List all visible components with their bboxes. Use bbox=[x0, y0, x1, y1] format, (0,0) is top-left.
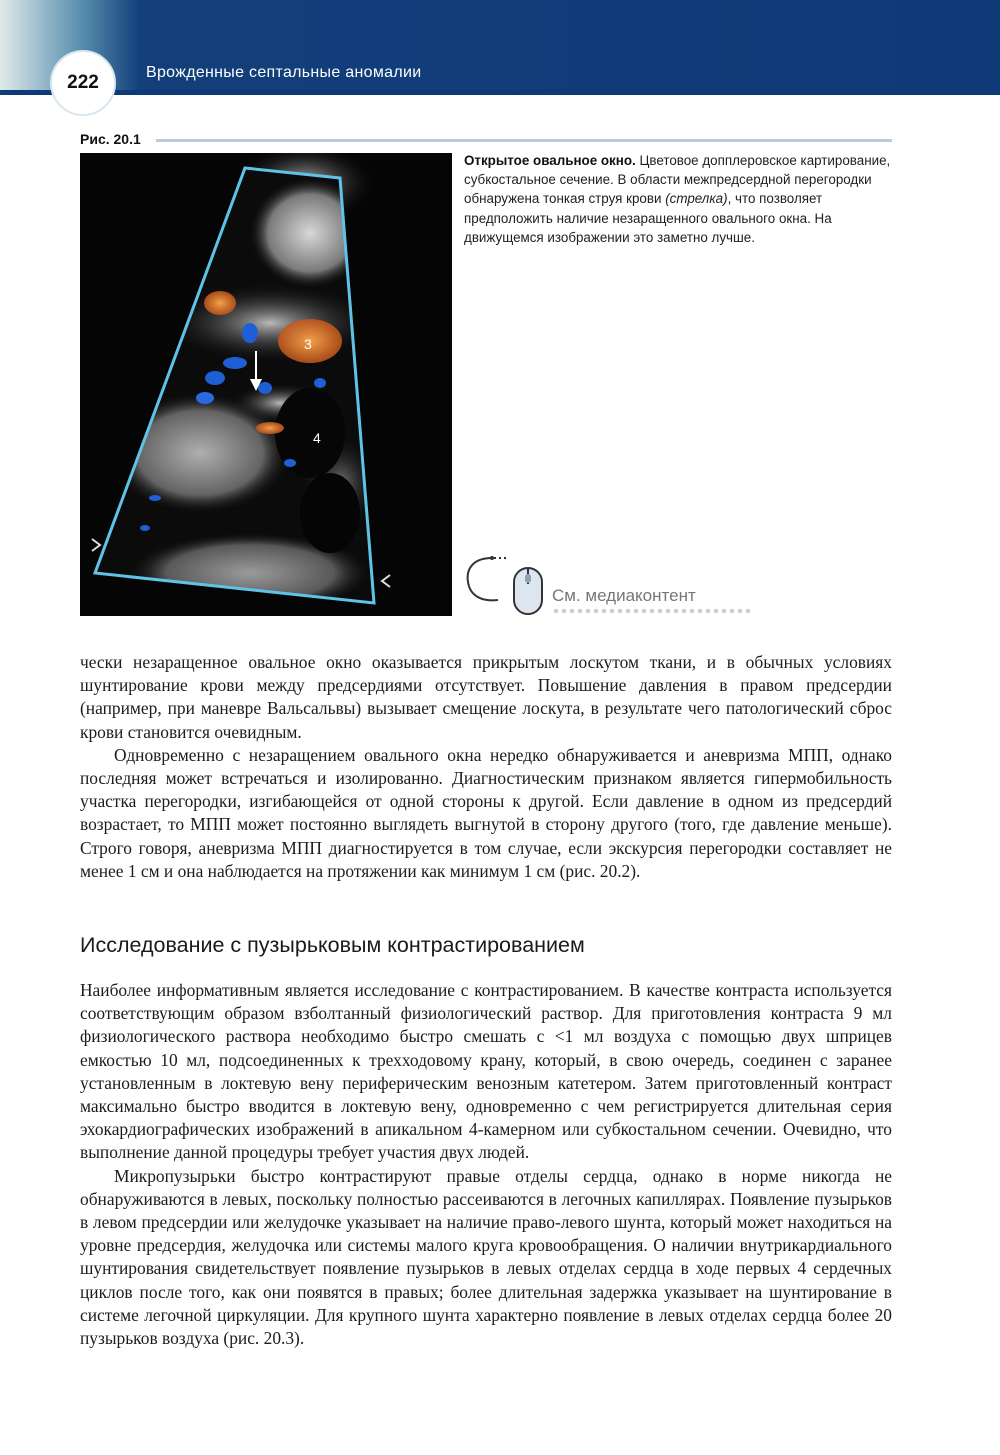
paragraph: Микропузырьки быстро контрастируют правые отделы сердца, однако в норме никогда не обнаруживаются в левых, поскольку полностью рассеиваются в легочных капиллярах. Появление пузырьков в левом предсердии или желудочке указывает на наличие право-левого шунта, который может находиться на уровне предсердия, желудочка или системы малого круга кровообращения. О наличии внутрикардиального шунтирования свидетельствует появление пузырьков в левых отделах сердца в ходе первых 4 сердечных циклов после того, как они появятся в правых; более длительная задержка указывает на шунтирование в системе легочной циркуляции. Для крупного шунта характерно появление в левых отделах сердца более 20 пузырьков воздуха (рис. 20.3). bbox=[80, 1165, 892, 1349]
right-chevron-icon bbox=[382, 575, 390, 587]
media-content-link[interactable] bbox=[462, 552, 762, 616]
paragraph: Одновременно с незаращением овального окна нередко обнаруживается и аневризма МПП, однако последняя может встречаться и изолированно. Диагностическим признаком является гипермобильность участка перегородки, изгибающейся от одной стороны к другой. Если давление в одном из предсердий возрастает, то МПП может постоянно выглядеть выгнутой в сторону другого (того, где давление меньше). Строго говоря, аневризма МПП диагностируется в том случае, если экскурсия перегородки составляет не менее 1 см и она наблюдается на протяжении как минимум 1 см (рис. 20.2). bbox=[80, 744, 892, 881]
section-heading: Исследование с пузырьковым контрастированием bbox=[80, 933, 585, 957]
caption-title: Открытое овальное окно. bbox=[464, 153, 636, 168]
caption-arrow-note: (стрелка) bbox=[665, 191, 728, 207]
left-chevron-icon bbox=[92, 539, 100, 551]
echocardiogram-image bbox=[80, 153, 452, 616]
page-number: 222 bbox=[50, 50, 116, 116]
image-marker-4: 4 bbox=[313, 430, 321, 446]
image-marker-3: 3 bbox=[304, 336, 312, 352]
header-rule bbox=[0, 90, 1000, 95]
media-dots-divider bbox=[552, 608, 752, 614]
echocardiogram-svg bbox=[80, 153, 452, 616]
paragraph: чески незаращенное овальное окно оказывается прикрытым лоскутом ткани, и в обычных условиях шунтирование крови между предсердиями отсутствует. Повышение давления в правом предсердии (например, при маневре Вальсальвы) вызывает смещение лоскута, в результате чего патологический сброс крови становится очевидным. bbox=[80, 652, 892, 742]
caption-text-2: , что позволяет предположить наличие незаращенного овального окна. На движущемся изображении это заметно лучше. bbox=[464, 191, 832, 245]
paragraph: Наиболее информативным является исследование с контрастированием. В качестве контраста используется соответствующим образом взболтанный физиологический раствор. Для приготовления контраста 9 мл физиологического раствора необходимо быстро смешать с <1 мл воздуха с помощью двух шприцев емкостью 10 мл, подсоединенных к трехходовому крану, который, в свою очередь, соединен с заранее установленным в локтевую вену периферическим венозным катетером. Затем приготовленный контраст максимально быстро вводится в локтевую вену, одновременно с чем регистрируется длительная серия эхокардиографических изображений в апикальном 4-камерном или субкостальном сечении. Очевидно, что выполнение данной процедуры требует участия двух людей. bbox=[80, 980, 892, 1163]
media-link-label[interactable]: См. медиаконтент bbox=[552, 586, 696, 605]
body-section-2 bbox=[80, 979, 892, 1350]
mouse-icon bbox=[462, 552, 552, 616]
figure-rule bbox=[156, 139, 892, 142]
figure-caption bbox=[464, 151, 894, 247]
chapter-title: Врожденные септальные аномалии bbox=[146, 64, 422, 81]
body-section-1 bbox=[80, 651, 892, 883]
figure-label: Рис. 20.1 bbox=[80, 131, 141, 147]
caption-text-1: Цветовое допплеровское картирование, субкостальное сечение. В области межпредсердной перегородки обнаружена тонкая струя крови bbox=[464, 153, 891, 207]
